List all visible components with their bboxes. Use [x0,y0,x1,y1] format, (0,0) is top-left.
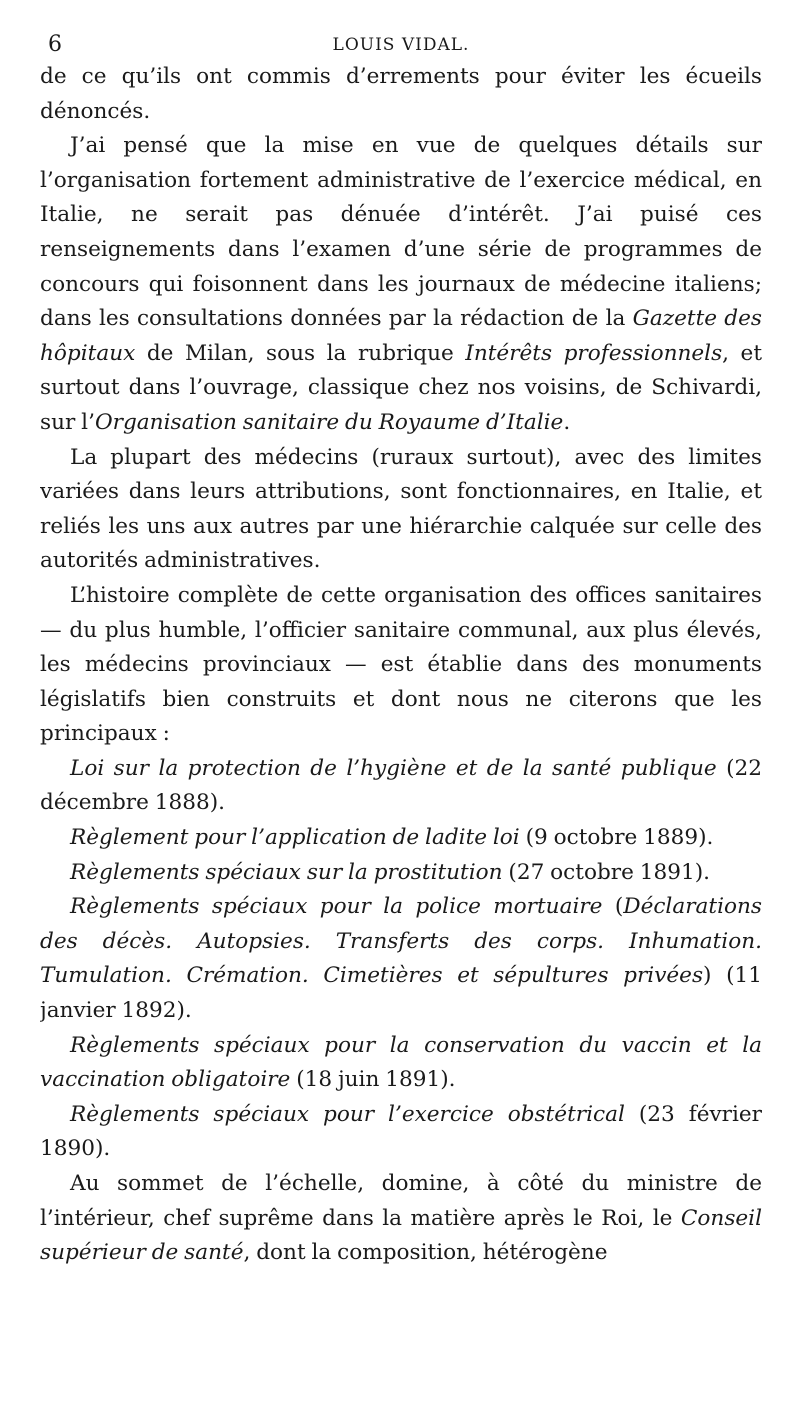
running-title: LOUIS VIDAL. [332,35,470,55]
text-segment: de ce qu’ils ont commis d’errements pour éviter les écueils dénoncés. [40,64,762,124]
law-item [40,821,762,856]
text-segment: Au sommet de l’échelle, domine, à côté du ministre de l’intérieur, chef suprême dans la matière après le Roi, le [40,1171,762,1231]
body-text [40,60,762,1271]
law-title: Règlements spéciaux sur la prostitution [70,859,503,885]
law-title: Règlements spéciaux pour la police mortuaire [70,894,603,920]
law-date: (18 juin 1891). [290,1067,456,1093]
law-date: (23 février 1890). [40,1101,762,1162]
journal-title: Gazette des hôpitaux [40,306,762,366]
running-head [40,30,762,60]
page-number: 6 [48,32,62,57]
law-item [40,1098,762,1167]
text-segment: de Milan, sous la rubrique [135,340,466,366]
law-date: (9 octobre 1889). [519,825,714,851]
rubric-title: Intérêts professionnels [465,340,723,366]
paragraph-continuation [40,60,762,129]
text-segment: L’histoire complète de cette organisation des offices sanitaires — du plus humble, l’officier sanitaire communal, aux plus élevés, les médecins provinciaux — est établie dans des monuments législatifs bien construits et dont nous ne citerons que les principaux : [40,582,762,747]
law-item [40,752,762,821]
text-segment: , dont la composition, hétérogène [243,1240,608,1266]
council-name: Conseil supérieur de santé [40,1205,762,1266]
paragraph-council [40,1167,762,1271]
law-item [40,1029,762,1098]
law-date: (27 octobre 1891). [502,859,710,885]
law-subjects: Déclarations des décès. Autopsies. Transferts des corps. Inhumation. Tumulation. Crémation. Cimetières et sépultures privées [40,894,762,989]
law-title: Règlements spéciaux pour la conservation du vaccin et la vaccination obligatoire [40,1032,762,1093]
law-title: Loi sur la protection de l’hygiène et de la santé publique [70,755,717,781]
law-date: (22 décembre 1888). [40,755,762,816]
law-item [40,890,762,1028]
text-segment: , et surtout dans l’ouvrage, classique chez nos voisins, de Schivardi, sur l’ [40,340,762,435]
text-segment: ( [602,894,624,920]
law-item [40,856,762,891]
text-segment: . [563,409,571,435]
text-segment: La plupart des médecins (ruraux surtout), avec des limites variées dans leurs attributions, sont fonctionnaires, en Italie, et reliés les uns aux autres par une hiérarchie calquée sur celle des autorités administratives. [40,444,762,574]
paragraph-physicians [40,441,762,579]
text-segment: J’ai pensé que la mise en vue de quelques détails sur l’organisation fortement administrative de l’exercice médical, en Italie, ne serait pas dénuée d’intérêt. J’ai puisé ces renseignements dans l’examen d’une série de programmes de concours qui foisonnent dans les journaux de médecine italiens; dans les consultations données par la rédaction de la [40,133,762,332]
law-title: Règlements spéciaux pour l’exercice obstétrical [70,1101,625,1127]
law-title: Règlement pour l’application de ladite loi [70,825,520,851]
law-date: ) (11 janvier 1892). [40,963,762,1024]
paragraph-history [40,579,762,752]
book-page [40,30,762,1400]
book-title: Organisation sanitaire du Royaume d’Italie [94,409,564,435]
paragraph-sources [40,129,762,440]
